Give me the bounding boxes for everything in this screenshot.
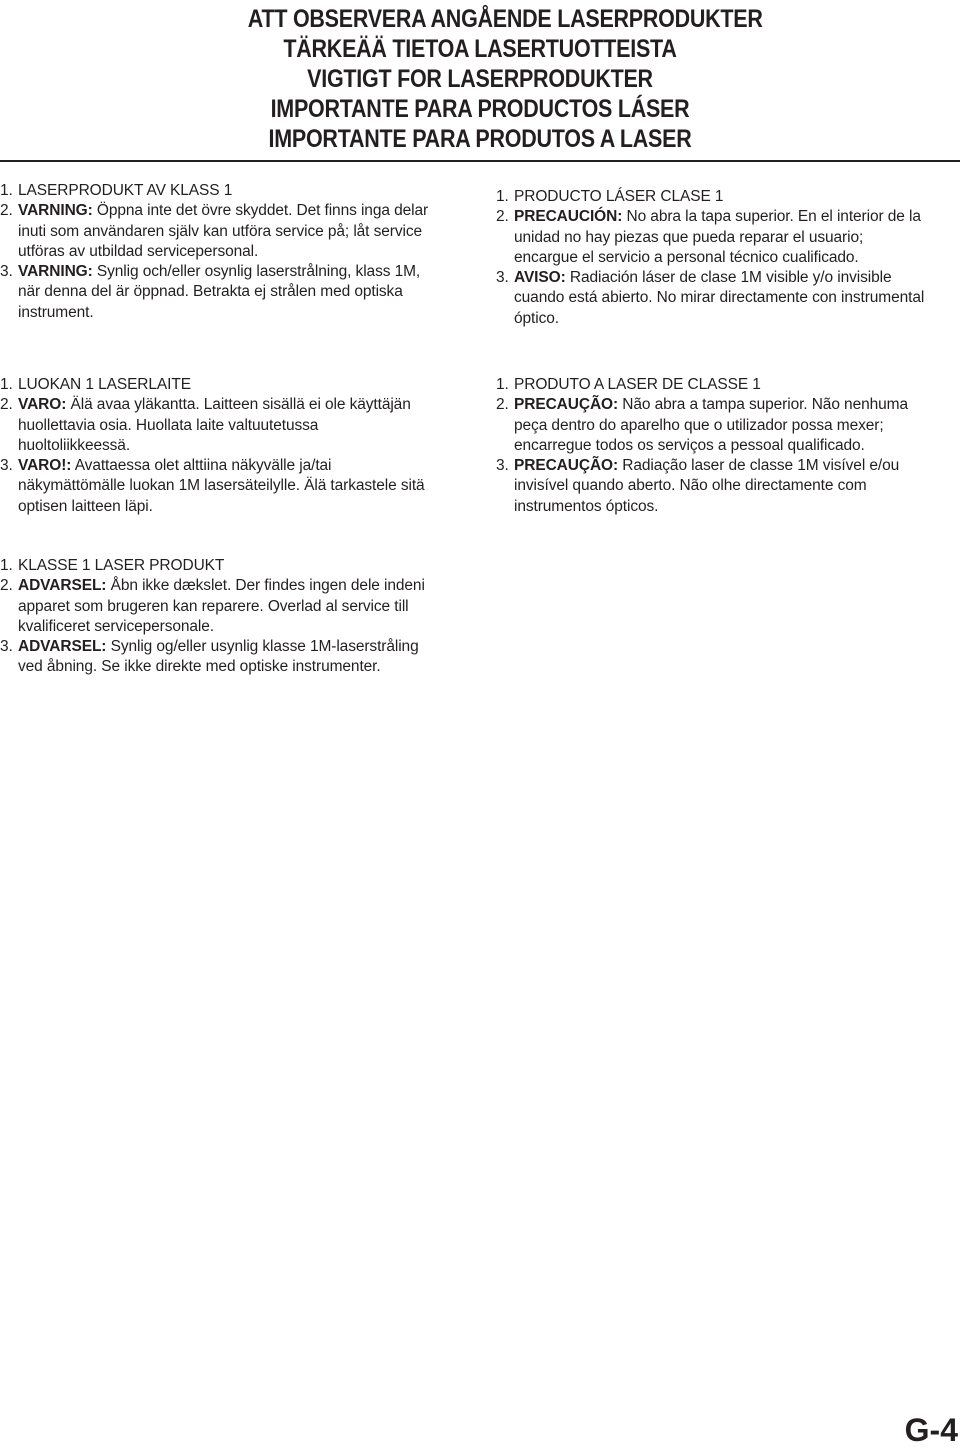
item-text: Synlig och/eller osynlig laserstrålning, klass 1M, <box>92 263 421 281</box>
list-item <box>0 395 460 456</box>
section-portuguese <box>496 375 956 517</box>
title-portuguese: IMPORTANTE PARA PRODUTOS A LASER <box>268 125 692 153</box>
item-number: 3. <box>496 457 509 475</box>
item-text: peça dentro do aparelho que o utilizador possa mexer; <box>514 416 884 434</box>
warning-keyword: VARNING: <box>18 202 93 220</box>
item-number: 2. <box>0 577 13 595</box>
item-number: 2. <box>0 396 13 414</box>
item-number: 3. <box>0 638 13 656</box>
item-text: LASERPRODUKT AV KLASS 1 <box>18 182 233 199</box>
list-item <box>0 456 460 517</box>
item-text: ved åbning. Se ikke direkte med optiske instrumenter. <box>18 658 381 676</box>
item-text: Synlig og/eller usynlig klasse 1M-laserstråling <box>106 638 419 656</box>
item-text: apparet som brugeren kan reparere. Overlad al service till <box>18 597 409 615</box>
item-text: encarregue todos os serviços a pessoal qualificado. <box>514 436 865 454</box>
item-text: Älä avaa yläkantta. Laitteen sisällä ei ole käyttäjän <box>66 396 411 414</box>
item-text: encargue el servicio a personal técnico cualificado. <box>514 248 859 266</box>
item-text: inuti som användaren själv kan utföra service på; låt service <box>18 222 422 240</box>
warning-keyword: PRECAUCIÓN: <box>514 208 623 226</box>
section-finnish <box>0 375 460 517</box>
item-text: instrument. <box>18 303 94 321</box>
section-spanish <box>496 187 956 329</box>
item-text: KLASSE 1 LASER PRODUKT <box>18 557 225 574</box>
list-item <box>496 395 956 456</box>
list-item <box>0 576 460 637</box>
item-text: kvalificeret servicepersonale. <box>18 617 215 635</box>
item-text: PRODUCTO LÁSER CLASE 1 <box>514 188 724 205</box>
item-text: Radiación láser de clase 1M visible y/o invisible <box>565 269 892 287</box>
warning-keyword: PRECAUÇÃO: <box>514 457 619 475</box>
item-text: Radiação laser de classe 1M visível e/ou <box>618 457 900 475</box>
item-number: 2. <box>496 396 509 414</box>
item-text: invisível quando aberto. Não olhe directamente com <box>514 477 867 495</box>
item-number: 1. <box>0 557 13 574</box>
list-item <box>496 207 956 268</box>
warning-keyword: VARO!: <box>18 457 72 475</box>
item-text: näkymättömälle luokan 1M lasersäteilylle. Älä tarkastele sitä <box>18 477 425 495</box>
item-text: unidad no hay piezas que pueda reparar el usuario; <box>514 228 864 246</box>
list-item <box>496 268 956 329</box>
item-text: instrumentos ópticos. <box>514 497 659 515</box>
item-number: 1. <box>496 188 509 205</box>
title-danish: VIGTIGT FOR LASERPRODUKTER <box>307 65 653 93</box>
header-title-block <box>0 0 960 162</box>
item-text: Öppna inte det övre skyddet. Det finns inga delar <box>92 202 429 220</box>
item-number: 1. <box>0 182 13 199</box>
section-swedish <box>0 181 460 323</box>
item-text: LUOKAN 1 LASERLAITE <box>18 376 191 393</box>
page-number: G-4 <box>904 1412 958 1448</box>
item-number: 2. <box>496 208 509 226</box>
warning-keyword: AVISO: <box>514 269 566 287</box>
item-number: 2. <box>0 202 13 220</box>
list-item <box>0 181 460 201</box>
item-number: 3. <box>496 269 509 287</box>
item-text: huollettavia osia. Huollata laite valtuutetussa <box>18 416 319 434</box>
item-text: óptico. <box>514 309 559 327</box>
title-finnish: TÄRKEÄÄ TIETOA LASERTUOTTEISTA <box>283 35 677 63</box>
item-text: utföras av utbildad servicepersonal. <box>18 242 259 260</box>
item-text: Não abra a tampa superior. Não nenhuma <box>618 396 908 414</box>
list-item <box>0 556 460 576</box>
item-number: 1. <box>496 376 509 393</box>
list-item <box>496 456 956 517</box>
item-text: när denna del är öppnad. Betrakta ej strålen med optiska <box>18 283 403 301</box>
header-titles <box>210 4 763 154</box>
warning-keyword: PRECAUÇÃO: <box>514 396 619 414</box>
list-item <box>496 375 956 395</box>
warning-keyword: ADVARSEL: <box>18 577 107 595</box>
item-number: 3. <box>0 457 13 475</box>
item-text: optisen laitteen läpi. <box>18 497 153 515</box>
list-item <box>496 187 956 207</box>
list-item <box>0 262 460 323</box>
item-text: Avattaessa olet alttiina näkyvälle ja/tai <box>71 457 332 475</box>
item-text: huoltoliikkeessä. <box>18 436 131 454</box>
item-text: Åbn ikke dækslet. Der findes ingen dele indeni <box>106 577 425 595</box>
item-number: 3. <box>0 263 13 281</box>
list-item <box>0 375 460 395</box>
item-text: cuando está abierto. No mirar directamente con instrumental <box>514 289 925 307</box>
title-swedish: ATT OBSERVERA ANGÅENDE LASERPRODUKTER <box>247 5 763 33</box>
item-text: No abra la tapa superior. En el interior de la <box>622 208 921 226</box>
list-item <box>0 201 460 262</box>
list-item <box>0 637 460 678</box>
warning-keyword: VARNING: <box>18 263 93 281</box>
item-text: PRODUTO A LASER DE CLASSE 1 <box>514 376 761 393</box>
warning-keyword: VARO: <box>18 396 67 414</box>
title-spanish: IMPORTANTE PARA PRODUCTOS LÁSER <box>270 95 690 123</box>
warning-keyword: ADVARSEL: <box>18 638 107 656</box>
item-number: 1. <box>0 376 13 393</box>
section-danish <box>0 556 460 678</box>
